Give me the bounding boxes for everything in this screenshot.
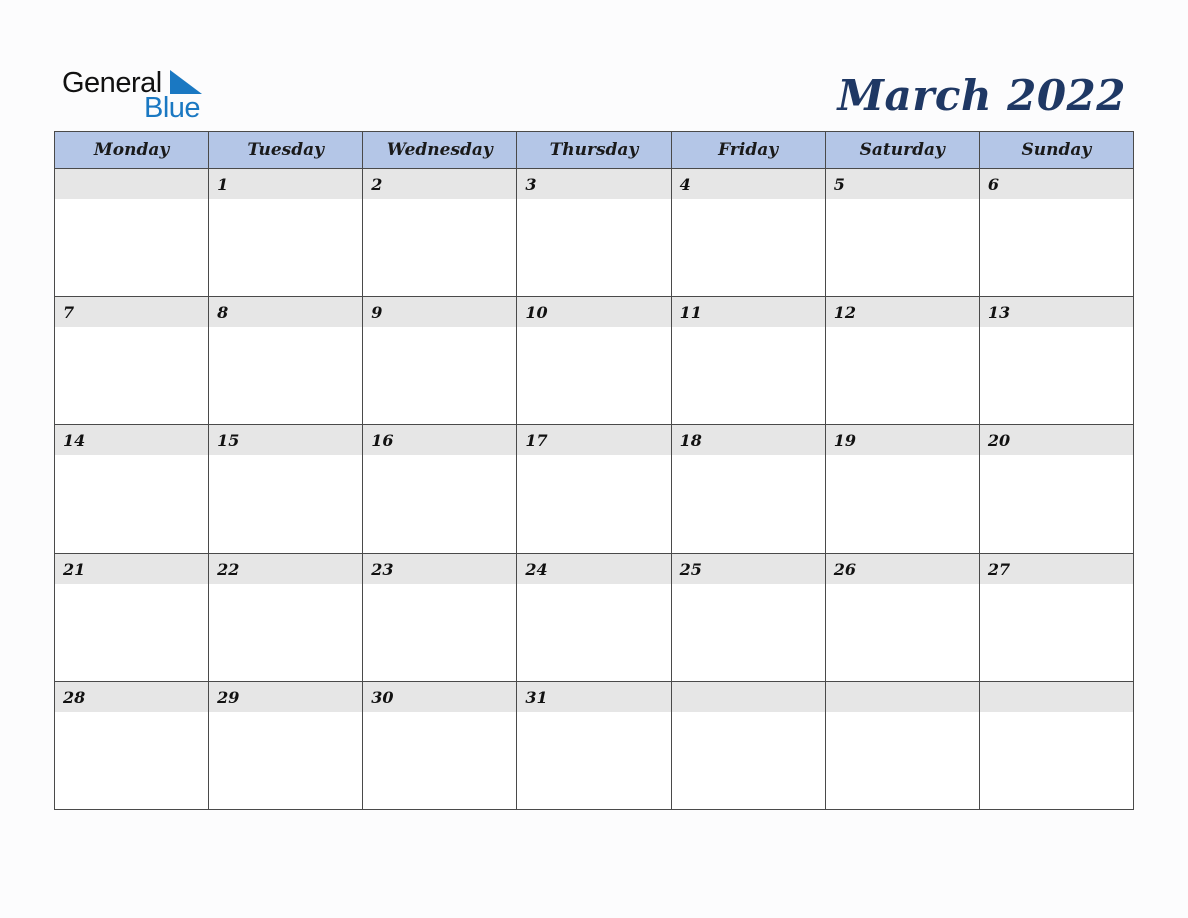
weekday-header: Sunday [979,132,1133,169]
day-cell[interactable] [979,553,1133,681]
day-cell[interactable] [517,297,671,425]
day-number: 23 [363,554,516,584]
day-number: 1 [209,169,362,199]
week-row [55,553,1134,681]
day-cell[interactable] [517,553,671,681]
day-number: 5 [826,169,979,199]
calendar-grid [54,131,1134,810]
day-number: 2 [363,169,516,199]
day-cell[interactable] [209,681,363,809]
day-number: 22 [209,554,362,584]
day-number: 11 [672,297,825,327]
day-number: 31 [517,682,670,712]
day-number: 25 [672,554,825,584]
day-number: 26 [826,554,979,584]
day-cell[interactable] [363,169,517,297]
day-number: 16 [363,425,516,455]
day-cell[interactable] [671,425,825,553]
day-number: 14 [55,425,208,455]
day-number [980,682,1133,712]
weekday-header: Monday [55,132,209,169]
brand-word-blue: Blue [144,92,201,124]
day-cell[interactable] [209,169,363,297]
day-number: 29 [209,682,362,712]
day-cell[interactable] [671,297,825,425]
day-number [826,682,979,712]
day-number: 4 [672,169,825,199]
day-cell[interactable] [517,425,671,553]
day-cell[interactable] [825,425,979,553]
day-number: 15 [209,425,362,455]
day-cell[interactable] [671,681,825,809]
day-number: 12 [826,297,979,327]
day-cell[interactable] [209,425,363,553]
week-row [55,681,1134,809]
week-row [55,169,1134,297]
month-title: March 2022 [837,71,1126,120]
day-cell[interactable] [825,297,979,425]
weekday-header-row [55,132,1134,169]
week-row [55,297,1134,425]
day-cell[interactable] [209,553,363,681]
day-cell[interactable] [363,553,517,681]
day-cell[interactable] [209,297,363,425]
day-number: 9 [363,297,516,327]
day-cell[interactable] [671,169,825,297]
day-cell[interactable] [363,681,517,809]
day-number: 10 [517,297,670,327]
weekday-header: Wednesday [363,132,517,169]
day-cell[interactable] [979,681,1133,809]
day-cell[interactable] [825,553,979,681]
day-number: 8 [209,297,362,327]
day-cell[interactable] [517,169,671,297]
day-cell[interactable] [825,681,979,809]
day-cell[interactable] [979,425,1133,553]
day-number: 28 [55,682,208,712]
day-number: 17 [517,425,670,455]
day-number: 6 [980,169,1133,199]
day-cell[interactable] [363,425,517,553]
weekday-header: Saturday [825,132,979,169]
day-number: 20 [980,425,1133,455]
day-cell[interactable] [55,681,209,809]
day-cell[interactable] [517,681,671,809]
day-cell[interactable] [979,169,1133,297]
brand-word-general: General [62,67,162,99]
day-number: 24 [517,554,670,584]
day-cell[interactable] [55,297,209,425]
day-number: 18 [672,425,825,455]
day-number: 27 [980,554,1133,584]
weekday-header: Tuesday [209,132,363,169]
day-cell[interactable] [55,553,209,681]
week-row [55,425,1134,553]
day-number [672,682,825,712]
day-number: 30 [363,682,516,712]
day-cell[interactable] [979,297,1133,425]
day-number: 21 [55,554,208,584]
day-number: 13 [980,297,1133,327]
weekday-header: Friday [671,132,825,169]
day-number [55,169,208,199]
day-cell[interactable] [55,425,209,553]
day-number: 19 [826,425,979,455]
day-number: 7 [55,297,208,327]
day-cell[interactable] [671,553,825,681]
day-cell[interactable] [55,169,209,297]
brand-logo [62,68,212,124]
day-cell[interactable] [825,169,979,297]
day-cell[interactable] [363,297,517,425]
day-number: 3 [517,169,670,199]
weekday-header: Thursday [517,132,671,169]
triangle-logo-icon [170,70,202,94]
